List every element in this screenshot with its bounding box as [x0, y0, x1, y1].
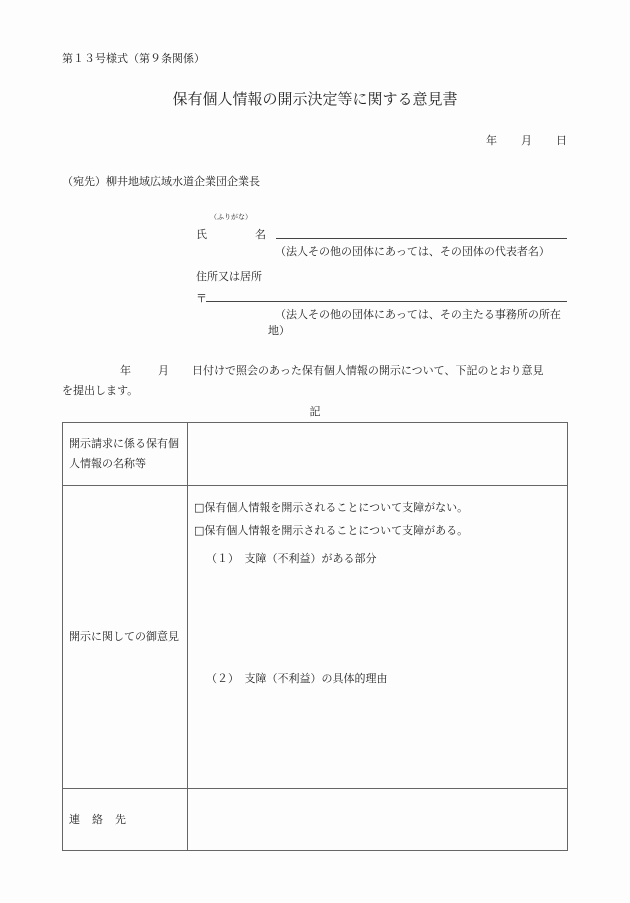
table-row [63, 789, 568, 851]
contact-char: 絡 [92, 812, 103, 826]
info-name-field[interactable] [188, 423, 568, 486]
date-day: 日 [556, 134, 567, 147]
date-month: 月 [521, 134, 532, 147]
addressee: （宛先）柳井地域広域水道企業団企業長 [62, 175, 260, 188]
contact-char: 連 [69, 812, 80, 826]
name-note: （法人その他の団体にあっては、その団体の代表者名） [275, 245, 550, 258]
table-row [63, 423, 568, 486]
info-name-label: 開示請求に係る保有個人情報の名称等 [63, 423, 188, 486]
intro-month: 月 [158, 364, 169, 377]
name-label [196, 226, 266, 242]
name-label-2: 名 [255, 228, 266, 241]
postal-mark: 〒 [196, 292, 207, 305]
address-label: 住所又は居所 [196, 270, 262, 283]
option-has-objection[interactable]: □保有個人情報を開示されることについて支障がある。 [194, 524, 469, 537]
address-note-cont: 地） [268, 324, 290, 337]
option-no-objection[interactable]: □保有個人情報を開示されることについて支障がない。 [194, 501, 469, 514]
intro-year: 年 [120, 364, 131, 377]
ki-heading: 記 [309, 405, 321, 418]
date-year: 年 [486, 134, 497, 147]
name-label-1: 氏 [196, 228, 207, 241]
date-field[interactable] [486, 132, 567, 148]
sub-item-affected-part: （１） 支障（不利益）がある部分 [206, 552, 377, 565]
address-input-line[interactable] [206, 301, 567, 302]
intro-text: 日付けで照会のあった保有個人情報の開示について、下記のとおり意見 [192, 364, 544, 377]
opinion-table [62, 422, 568, 851]
opinion-label: 開示に関しての御意見 [63, 486, 188, 789]
contact-label [63, 789, 188, 851]
intro-line-2: を提出します。 [62, 384, 139, 397]
form-number: 第１３号様式（第９条関係） [62, 52, 205, 65]
table-row [63, 486, 568, 789]
page-title: 保有個人情報の開示決定等に関する意見書 [172, 90, 458, 108]
opinion-field[interactable] [188, 486, 568, 789]
furigana-label: （ふりがな） [210, 213, 252, 221]
sub-item-reason: （２） 支障（不利益）の具体的理由 [206, 672, 388, 685]
address-note: （法人その他の団体にあっては、その主たる事務所の所在 [275, 308, 561, 321]
name-input-line[interactable] [276, 238, 567, 239]
contact-char: 先 [115, 812, 126, 826]
contact-field[interactable] [188, 789, 568, 851]
